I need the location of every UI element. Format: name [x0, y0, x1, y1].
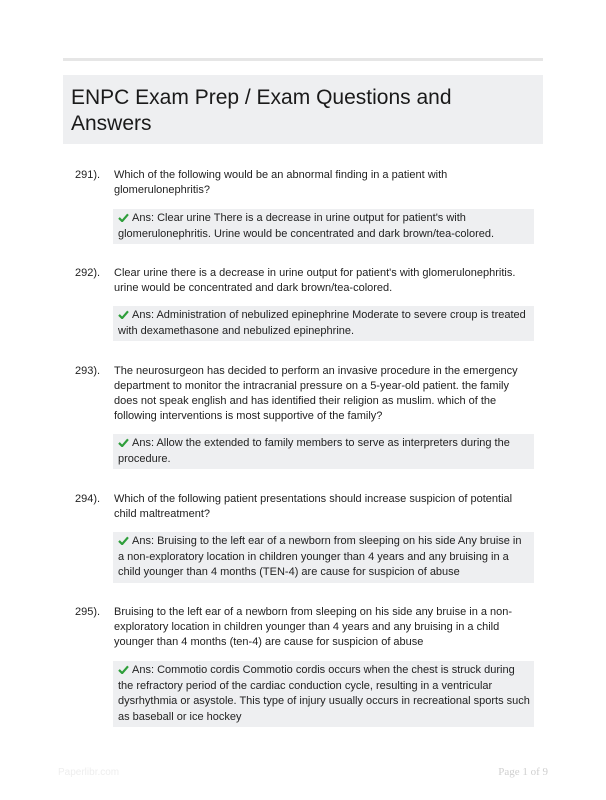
answer-text: Ans: Administration of nebulized epinephrine Moderate to severe croup is treated with dexamethasone and nebulized epinephrine. [118, 309, 526, 337]
title-banner [63, 75, 543, 144]
check-icon [118, 536, 129, 545]
answer-box [113, 306, 534, 341]
page-number: Page 1 of 9 [498, 766, 548, 778]
answer-text: Ans: Clear urine There is a decrease in urine output for patient's with glomerulonephritis. Urine would be concentrated and dark brown/tea-colored. [118, 212, 495, 240]
question-text: Which of the following patient presentations should increase suspicion of potential child maltreatment? [114, 493, 513, 520]
answer-box [113, 434, 534, 469]
question-number: 291). [75, 169, 101, 181]
answer-box [113, 532, 534, 583]
page-title: ENPC Exam Prep / Exam Questions and Answers [71, 86, 452, 135]
answer-text: Ans: Allow the extended to family members to serve as interpreters during the procedure. [118, 437, 510, 465]
watermark-text: Paperlibr.com [58, 767, 120, 778]
answer-text: Ans: Commotio cordis Commotio cordis occurs when the chest is struck during the refractory period of the cardiac conduction cycle, resulting in a ventricular dysrhythmia or asystole. This type of injury usually occurs in recreational sports such as baseball or ice hockey [118, 664, 530, 723]
top-divider [63, 58, 543, 61]
answer-box [113, 209, 534, 244]
check-icon [118, 665, 129, 674]
answer-text: Ans: Bruising to the left ear of a newborn from sleeping on his side Any bruise in a non-exploratory location in children younger than 4 years and any bruising in a child younger than 4 months (TEN-4) are cause for suspicion of abuse [118, 535, 522, 578]
question-text: Clear urine there is a decrease in urine output for patient's with glomerulonephritis. urine would be concentrated and dark brown/tea-colored. [114, 267, 516, 294]
question-text: The neurosurgeon has decided to perform an invasive procedure in the emergency department to monitor the intracranial pressure on a 5-year-old patient. the family does not speak english and has identified their religion as muslim. which of the following interventions is most supportive of the family? [114, 365, 518, 422]
question-number: 294). [75, 493, 101, 505]
question-number: 295). [75, 606, 101, 618]
question-text: Bruising to the left ear of a newborn from sleeping on his side any bruise in a non-exploratory location in children younger than 4 years and any bruising in a child younger than 4 months (ten-4) are cause for suspicion of abuse [114, 606, 513, 648]
question-number: 292). [75, 267, 101, 279]
check-icon [118, 310, 129, 319]
answer-box [113, 661, 534, 727]
question-text: Which of the following would be an abnormal finding in a patient with glomerulonephritis? [114, 169, 448, 196]
check-icon [118, 213, 129, 222]
question-number: 293). [75, 365, 101, 377]
check-icon [118, 438, 129, 447]
